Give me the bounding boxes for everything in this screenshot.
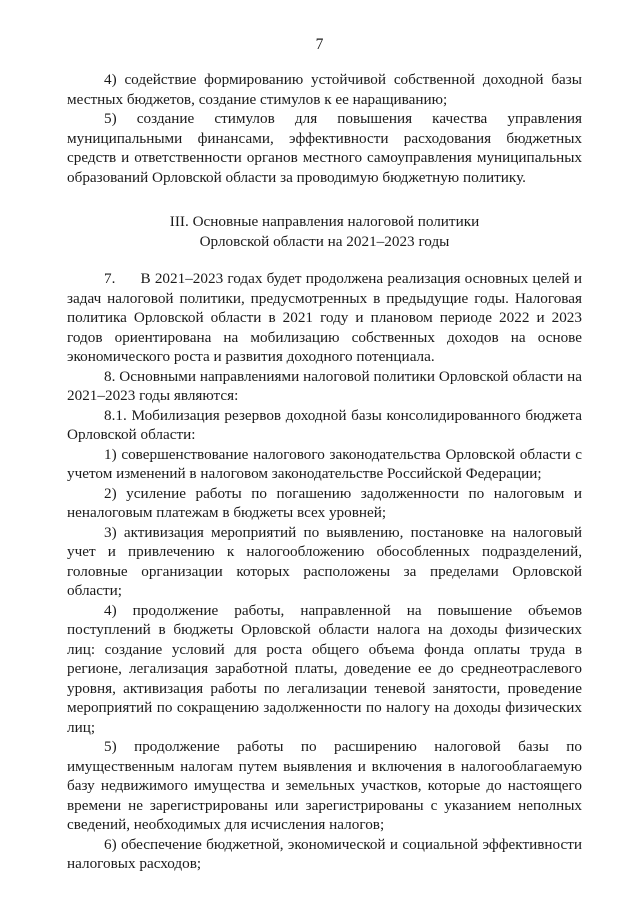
section-heading <box>67 212 582 252</box>
section-heading-line-2: Орловской области на 2021–2023 годы <box>199 233 450 250</box>
paragraph-7: 7. В 2021–2023 годах будет продолжена реализация основных целей и задач налоговой политики, предусмотренных в предыдущие годы. Налоговая политика Орловской области в 2021 году и плановом периоде 2022 и 2023 годов ориентирована на мобилизацию собственных доходов на основе экономического роста и развития доходного потенциала. <box>67 270 582 365</box>
sub-item-5: 5) продолжение работы по расширению налоговой базы по имущественным налогам путем выявления и включения в налогооблагаемую базу недвижимого имущества и земельных участков, которые до настоящего времени не зарегистрированы или зарегистрированы с указанием неполных сведений, необходимых для исчисления налогов; <box>67 738 582 833</box>
sub-item-4: 4) продолжение работы, направленной на повышение объемов поступлений в бюджеты Орловской области налога на доходы физических лиц: создание условий для роста общего объема фонда оплаты труда в регионе, легализация заработной платы, доведение ее до среднеотраслевого уровня, активизация работы по легализации теневой занятости, проведение мероприятий по сокращению задолженности по налогу на доходы физических лиц; <box>67 601 582 736</box>
section-heading-line-1: III. Основные направления налоговой политики <box>169 213 480 230</box>
sub-item-6: 6) обеспечение бюджетной, экономической и социальной эффективности налоговых расходов; <box>67 835 582 872</box>
document-body <box>67 70 582 874</box>
list-item-5: 5) создание стимулов для повышения качества управления муниципальными финансами, эффективности расходования бюджетных средств и ответственности органов местного самоуправления муниципальных образований Орловской области за проводимую бюджетную политику. <box>67 110 582 186</box>
page-number: 7 <box>315 36 324 53</box>
paragraph-8: 8. Основными направлениями налоговой политики Орловской области на 2021–2023 годы являются: <box>67 367 582 404</box>
sub-item-1: 1) совершенствование налогового законодательства Орловской области с учетом изменений в налоговом законодательстве Российской Федерации; <box>67 445 582 482</box>
paragraph-8-1: 8.1. Мобилизация резервов доходной базы консолидированного бюджета Орловской области: <box>67 406 582 443</box>
sub-item-3: 3) активизация мероприятий по выявлению, постановке на налоговый учет и привлечению к налогообложению обособленных подразделений, головные организации которых расположены за пределами Орловской области; <box>67 523 582 599</box>
list-item-4: 4) содействие формированию устойчивой собственной доходной базы местных бюджетов, создание стимулов к ее наращиванию; <box>67 71 582 108</box>
sub-item-2: 2) усиление работы по погашению задолженности по налоговым и неналоговым платежам в бюджеты всех уровней; <box>67 484 582 521</box>
